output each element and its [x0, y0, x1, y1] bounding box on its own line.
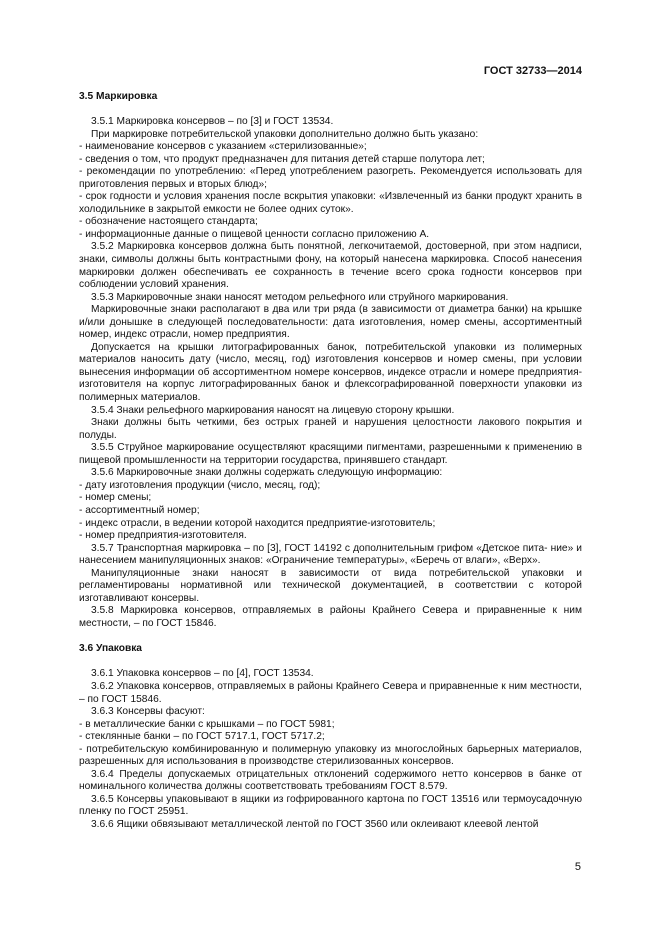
paragraph: 3.6.1 Упаковка консервов – по [4], ГОСТ 13534.: [91, 668, 314, 680]
list-item: - срок годности и условия хранения после вскрытия упаковки: «Извлеченный из банки продукт хранить в холодильнике в закрытой емкости не более одних суток».: [79, 191, 582, 215]
section-title-marking: 3.5 Маркировка: [79, 91, 158, 102]
list-item: - номер смены;: [79, 492, 152, 504]
paragraph: 3.5.1 Маркировка консервов – по [3] и ГОСТ 13534.: [91, 116, 334, 127]
paragraph: 3.6.2 Упаковка консервов, отправляемых в районы Крайнего Севера и приравненные к ним местности, – по ГОСТ 15846.: [79, 680, 582, 705]
paragraph: 3.5.2 Маркировка консервов должна быть понятной, легкочитаемой, достоверной, при этом надписи, знаки, символы должны быть контрастными фону, на который нанесена маркировка. Способ нанесения маркировки должен обеспечивать ее сохранность в течение всего срока годности консервов при соблюдении условий хранения.: [79, 241, 582, 291]
list-item: - дату изготовления продукции (число, месяц, год);: [79, 479, 321, 491]
list-item: - наименование консервов с указанием «стерилизованные»;: [79, 141, 367, 153]
paragraph: 3.5.5 Струйное маркирование осуществляют красящими пигментами, разрешенными к применению в пищевой промышленности на территории государства, принявшего стандарт.: [79, 442, 582, 466]
list-item: - стеклянные банки – по ГОСТ 5717.1, ГОСТ 5717.2;: [79, 731, 325, 743]
list-item: - потребительскую комбинированную и полимерную упаковку из многослойных барьерных материалов, разрешенных для использования в производстве стерилизованных консервов.: [79, 743, 582, 768]
document-body: [79, 91, 582, 832]
list-item: - ассортиментный номер;: [79, 504, 200, 516]
list-item: - в металлические банки с крышками – по ГОСТ 5981;: [79, 718, 335, 730]
paragraph: 3.5.4 Знаки рельефного маркирования наносят на лицевую сторону крышки.: [91, 404, 455, 416]
section-title-packaging: 3.6 Упаковка: [79, 643, 142, 655]
paragraph: 3.6.5 Консервы упаковывают в ящики из гофрированного картона по ГОСТ 13516 или термоусадочную пленку по ГОСТ 25951.: [79, 793, 582, 818]
paragraph: 3.6.3 Консервы фасуют:: [91, 706, 205, 718]
list-item: - рекомендации по употреблению: «Перед употреблением разогреть. Рекомендуется использовать для приготовления первых и вторых блюд»;: [79, 166, 582, 190]
list-item: - сведения о том, что продукт предназначен для питания детей старше полутора лет;: [79, 153, 485, 165]
paragraph: 3.5.7 Транспортная маркировка – по [3], ГОСТ 14192 с дополнительным грифом «Детское пита- ние» и нанесением манипуляционных знаков: «Ограничение температуры», «Беречь от влаги», «Верх».: [79, 542, 582, 567]
paragraph: Маркировочные знаки располагают в два или три ряда (в зависимости от диаметра банки) на крышке и/или донышке в следующей последовательности: дата изготовления, номер смены, ассортиментный номер, индекс отрасли, номер предприятия.: [79, 304, 582, 341]
list-item: - индекс отрасли, в ведении которой находится предприятие-изготовитель;: [79, 517, 436, 529]
list-item: - обозначение настоящего стандарта;: [79, 216, 258, 228]
list-item: - номер предприятия-изготовителя.: [79, 530, 247, 542]
paragraph: Знаки должны быть четкими, без острых граней и нарушения целостности лакового покрытия и полуды.: [79, 417, 582, 441]
page-number: 5: [574, 861, 581, 873]
paragraph: 3.5.8 Маркировка консервов, отправляемых в районы Крайнего Севера и приравненные к ним местности, – по ГОСТ 15846.: [79, 605, 582, 629]
paragraph: 3.6.6 Ящики обвязывают металлической лентой по ГОСТ 3560 или оклеивают клеевой лентой: [91, 818, 539, 830]
paragraph: Манипуляционные знаки наносят в зависимости от вида потребительской упаковки и регламентированы нормативной или технической документацией, в соответствии с которой изготавливают консервы.: [79, 567, 582, 604]
paragraph: 3.5.6 Маркировочные знаки должны содержать следующую информацию:: [91, 467, 443, 479]
paragraph: Допускается на крышки литографированных банок, потребительской упаковки из полимерных материалов наносить дату (число, месяц, год) изготовления консервов и номер смены, при условии вынесения информации об ассортиментном номере консервов, индексе отрасли и номере предприятия-изготовителя на корпус литографированных банок и флексографированной поверхности упаковки из полимерных материалов.: [79, 341, 582, 404]
paragraph: 3.5.3 Маркировочные знаки наносят методом рельефного или струйного маркирования.: [91, 291, 509, 303]
list-item: - информационные данные о пищевой ценности согласно приложению А.: [79, 228, 430, 240]
document-header: ГОСТ 32733—2014: [483, 65, 582, 77]
paragraph: 3.6.4 Пределы допускаемых отрицательных отклонений содержимого нетто консервов в банке от номинального количества должны соответствовать требованиям ГОСТ 8.579.: [79, 768, 582, 793]
paragraph: При маркировке потребительской упаковки дополнительно должно быть указано:: [91, 128, 479, 140]
